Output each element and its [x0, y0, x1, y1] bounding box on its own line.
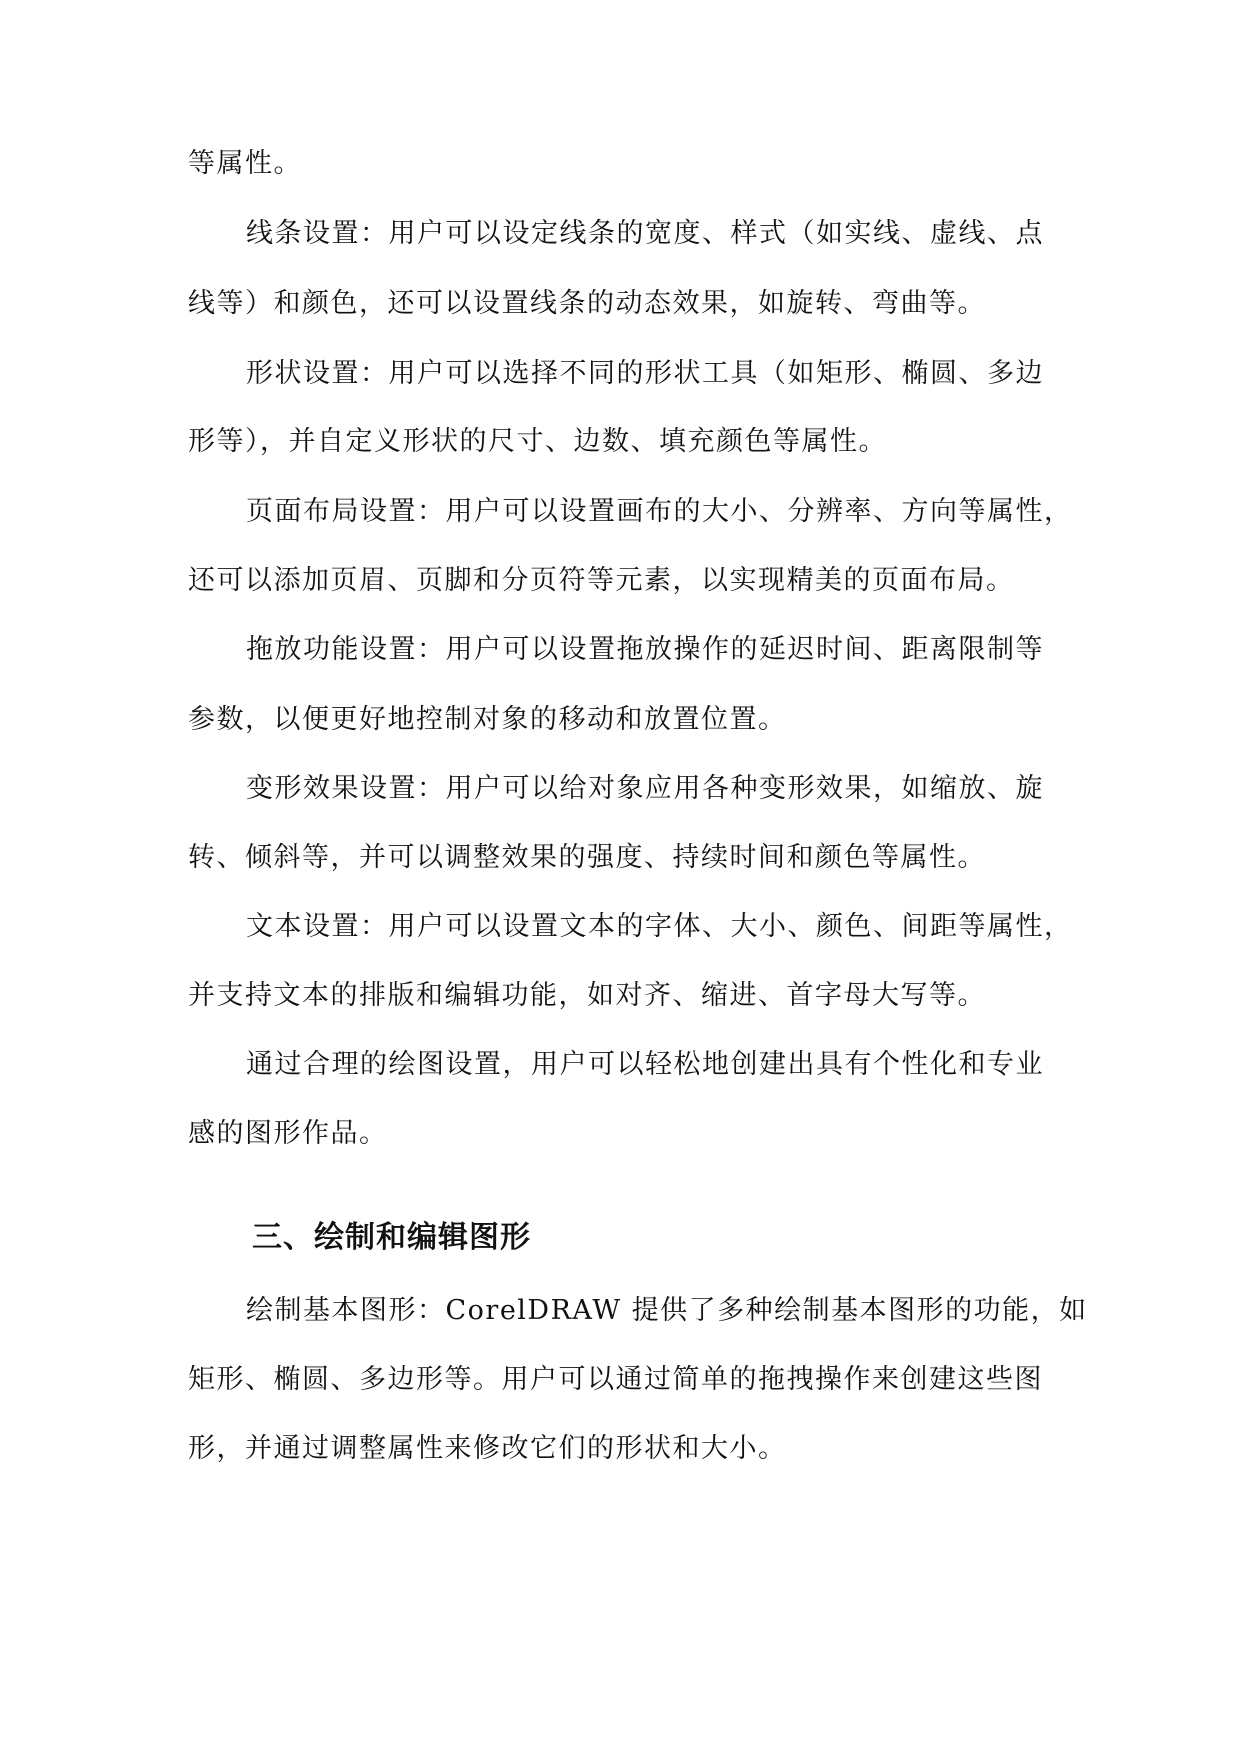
paragraph-line: 转、倾斜等，并可以调整效果的强度、持续时间和颜色等属性。	[188, 842, 986, 873]
paragraph-line: 线等）和颜色，还可以设置线条的动态效果，如旋转、弯曲等。	[188, 288, 986, 319]
paragraph-line: 形等），并自定义形状的尺寸、边数、填充颜色等属性。	[188, 426, 887, 457]
paragraph-line: 感的图形作品。	[188, 1118, 388, 1149]
paragraph-line: 形，并通过调整属性来修改它们的形状和大小。	[188, 1433, 787, 1464]
paragraph-line: 通过合理的绘图设置，用户可以轻松地创建出具有个性化和专业	[246, 1049, 1044, 1080]
paragraph-line: 文本设置：用户可以设置文本的字体、大小、颜色、间距等属性，	[246, 911, 1073, 942]
paragraph-line: 参数，以便更好地控制对象的移动和放置位置。	[188, 704, 787, 735]
paragraph-line: 并支持文本的排版和编辑功能，如对齐、缩进、首字母大写等。	[188, 980, 986, 1011]
paragraph-line: 矩形、椭圆、多边形等。用户可以通过简单的拖拽操作来创建这些图	[188, 1364, 1043, 1395]
paragraph-line: 等属性。	[188, 148, 302, 179]
paragraph-line: 变形效果设置：用户可以给对象应用各种变形效果，如缩放、旋	[246, 773, 1044, 804]
paragraph-line: 页面布局设置：用户可以设置画布的大小、分辨率、方向等属性，	[246, 496, 1073, 527]
paragraph-line: 线条设置：用户可以设定线条的宽度、样式（如实线、虚线、点	[246, 218, 1044, 249]
paragraph-line: 绘制基本图形：CorelDRAW 提供了多种绘制基本图形的功能，如	[246, 1295, 1088, 1326]
paragraph-line: 还可以添加页眉、页脚和分页符等元素，以实现精美的页面布局。	[188, 565, 1015, 596]
section-heading: 三、绘制和编辑图形	[252, 1220, 531, 1255]
paragraph-line: 形状设置：用户可以选择不同的形状工具（如矩形、椭圆、多边	[246, 358, 1044, 389]
paragraph-line: 拖放功能设置：用户可以设置拖放操作的延迟时间、距离限制等	[246, 634, 1044, 665]
